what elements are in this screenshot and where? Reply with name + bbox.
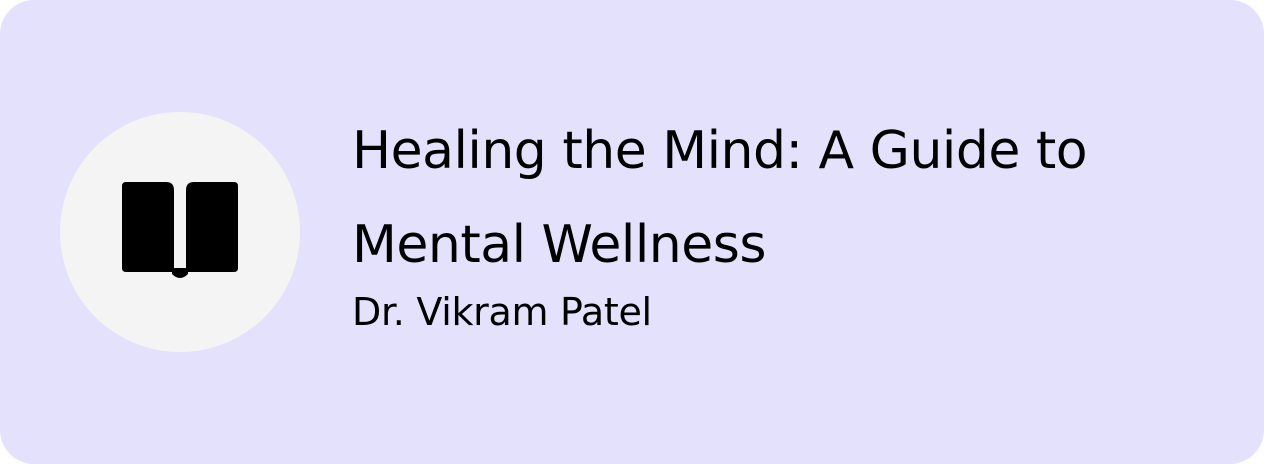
book-icon (122, 182, 238, 282)
book-title: Healing the Mind: A Guide to Mental Wellness (352, 121, 1088, 275)
book-info (352, 104, 1232, 342)
book-icon-container (60, 112, 300, 352)
book-author: Dr. Vikram Patel (352, 290, 652, 334)
